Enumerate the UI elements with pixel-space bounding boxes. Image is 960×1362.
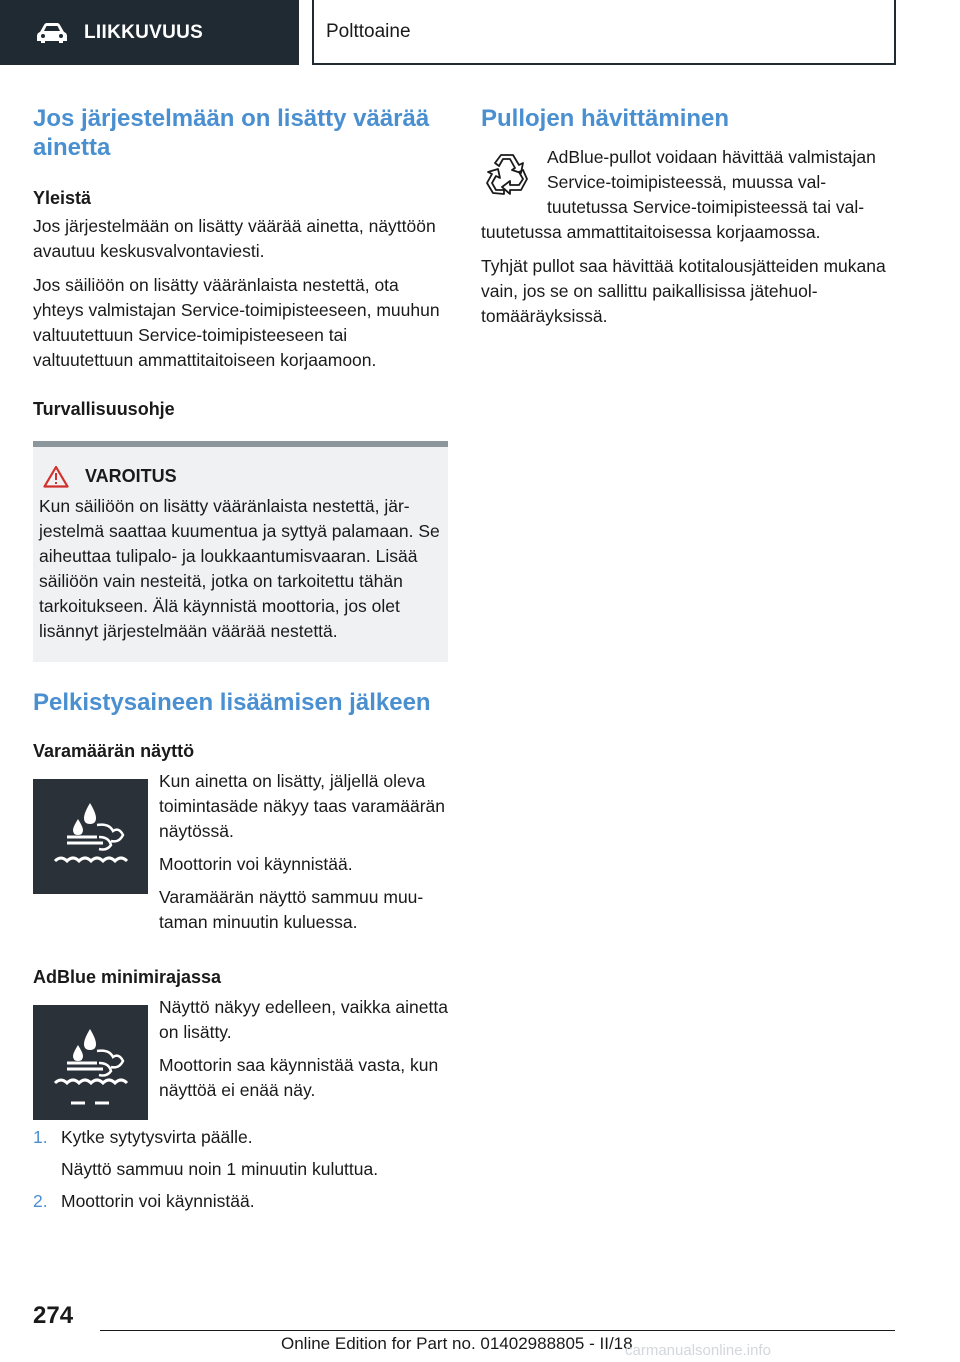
- range-text-2: Moottorin voi käynnistää.: [159, 854, 353, 874]
- footer-divider: [100, 1330, 895, 1331]
- chapter-tab[interactable]: [312, 0, 896, 65]
- step-text: Kytke sytytysvirta päälle.: [61, 1127, 253, 1147]
- step-text: Moottorin voi käynnistää.: [61, 1191, 255, 1211]
- warning-box: [33, 441, 448, 662]
- disposal-block: [481, 145, 896, 245]
- general-heading: Yleistä: [33, 188, 92, 208]
- chapter-title: Polttoaine: [326, 20, 411, 42]
- watermark: carmanualsonline.info: [625, 1342, 771, 1359]
- disposal-text-1: AdBlue-pullot voidaan hävittää valmistajan Service-toimipisteessä, muussa valtuutetussa Service-toimipisteessä tai valtuutetussa ammattitaitoisessa korjaamossa.: [481, 147, 876, 242]
- step-number: 1.: [33, 1127, 48, 1147]
- range-text-3a: [159, 885, 448, 935]
- section-tab[interactable]: [0, 0, 299, 65]
- disposal-text-2: Tyhjät pullot saa hävittää kotitalousjätteiden mukana vain, jos se on sallittu paikallisissa jätehuoltomääräyksissä.: [481, 256, 886, 326]
- general-text-2: Jos säiliöön on lisätty vääränlaista nestettä, ota yhteys valmistajan Service-toimipisteeseen, muuhun valtuutettuun Service-toimipisteeseen tai valtuutettuun ammattitaitoiseen korjaamoon.: [33, 275, 440, 370]
- range-display-heading: Varamäärän näyttö: [33, 741, 195, 761]
- warning-triangle-icon: [43, 465, 69, 488]
- safety-heading: Turvallisuusohje: [33, 399, 175, 419]
- range-text-3: Varamäärän näyttö sammuu muutaman minuutin kuluessa.: [159, 887, 424, 932]
- page-number: 274: [33, 1302, 74, 1329]
- section-title: LIIKKUVUUS: [84, 21, 204, 43]
- list-item: [33, 1125, 448, 1182]
- min-text-2: Moottorin saa käynnistää vasta, kun näyttöä ei enää näy.: [159, 1055, 439, 1100]
- steps-list: [33, 1125, 448, 1214]
- list-item: [33, 1189, 448, 1214]
- min-display-image: [33, 1005, 148, 1120]
- min-level-heading: AdBlue minimirajassa: [33, 967, 222, 987]
- general-text-1: Jos järjestelmään on lisätty väärää ainetta, näyttöön avautuu keskusvalvontaviesti.: [33, 216, 436, 261]
- edition-text: Online Edition for Part no. 01402988805 - II/18: [281, 1334, 633, 1353]
- range-display-block: [33, 769, 448, 935]
- recycle-icon: [481, 149, 533, 201]
- range-text-1: Kun ainetta on lisätty, jäljellä oleva toimintasäde näkyy taas varamäärän näytössä.: [159, 771, 445, 841]
- right-column: [481, 100, 896, 329]
- warning-text: Kun säiliöön on lisätty vääränlaista nestettä, järjestelmä saattaa kuumentua ja syttyä palamaan. Se aiheuttaa tulipalo- ja loukkaantumisvaaran. Lisää säiliöön vain nesteitä, jotka on tarkoitettu tähän tarkoitukseen. Älä käynnistä moottoria, jos olet lisännyt järjestelmään väärää nestettä.: [39, 496, 440, 641]
- left-column: [33, 100, 448, 1214]
- min-display-block: [33, 995, 448, 1115]
- disposal-heading: Pullojen hävittäminen: [481, 105, 730, 132]
- wrong-fluid-heading: Jos järjestelmään on lisätty väärää ainetta: [33, 105, 430, 161]
- adblue-level-icon: [33, 779, 148, 894]
- adblue-min-icon: [33, 1005, 148, 1120]
- car-icon: [34, 21, 70, 45]
- range-display-image: [33, 779, 148, 894]
- after-refill-heading: Pelkistysaineen lisäämisen jälkeen: [33, 689, 431, 716]
- warning-title: VAROITUS: [85, 466, 177, 486]
- step-number: 2.: [33, 1191, 48, 1211]
- step-subtext: Näyttö sammuu noin 1 minuutin kuluttua.: [61, 1159, 379, 1179]
- min-text-1: Näyttö näkyy edelleen, vaikka ainetta on lisätty.: [159, 997, 448, 1042]
